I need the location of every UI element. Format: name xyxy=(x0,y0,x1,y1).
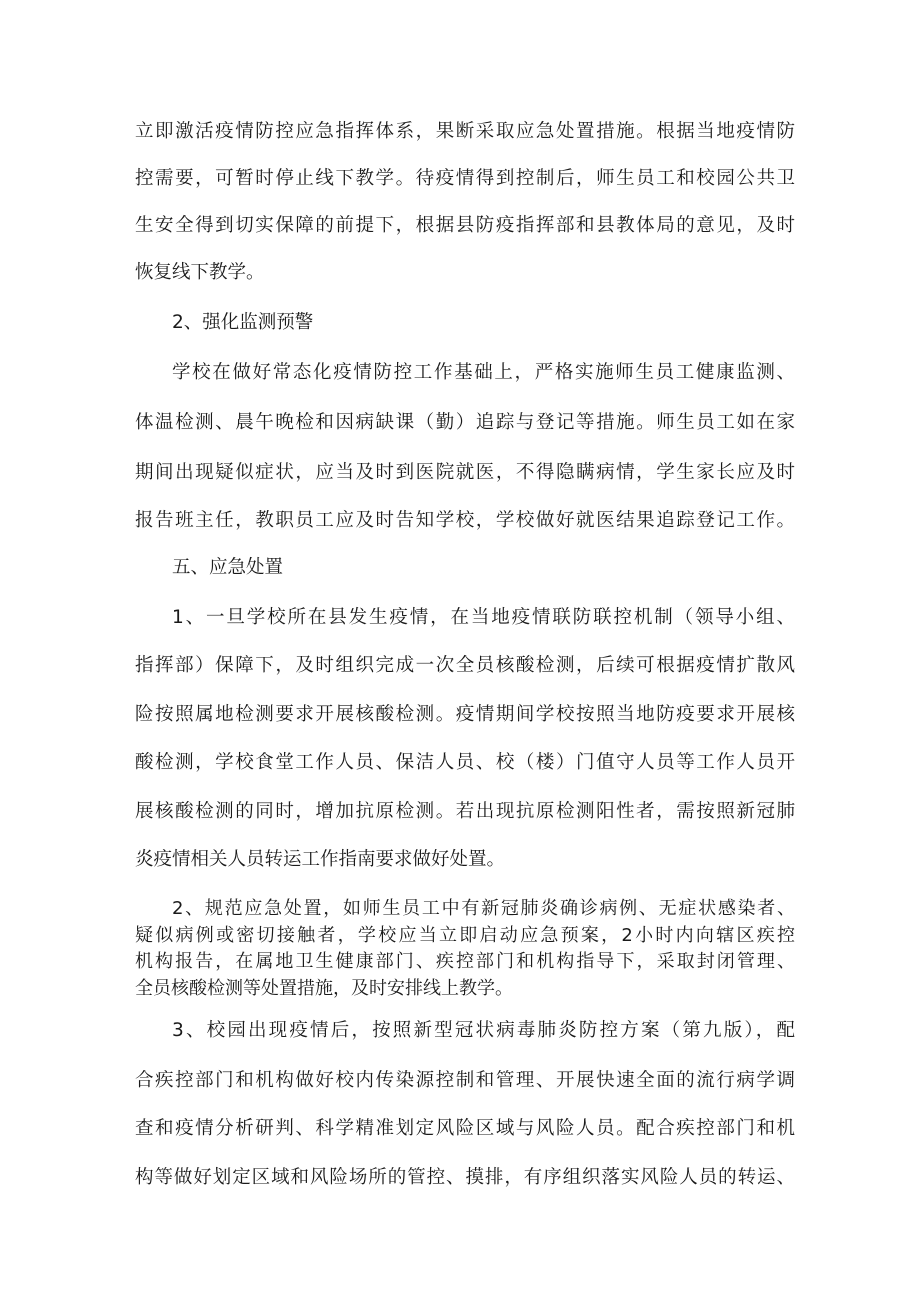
text-line: 控需要，可暂时停止线下教学。待疫情得到控制后，师生员工和校园公共卫 xyxy=(135,168,795,189)
text-line: 构等做好划定区域和风险场所的管控、摸排，有序组织落实风险人员的转运、 xyxy=(135,1167,795,1188)
text-line: 机构报告，在属地卫生健康部门、疾控部门和机构指导下，采取封闭管理、 xyxy=(135,951,795,972)
text-line: 学校在做好常态化疫情防控工作基础上，严格实施师生员工健康监测、 xyxy=(172,362,795,383)
text-line: 指挥部）保障下，及时组织完成一次全员核酸检测，后续可根据疫情扩散风 xyxy=(135,655,795,676)
text-line: 生安全得到切实保障的前提下，根据县防疫指挥部和县教体局的意见，及时 xyxy=(135,215,795,236)
text-line: 合疾控部门和机构做好校内传染源控制和管理、开展快速全面的流行病学调 xyxy=(135,1070,795,1091)
text-line: 体温检测、晨午晚检和因病缺课（勤）追踪与登记等措施。师生员工如在家 xyxy=(135,412,795,433)
text-line: 3、校园出现疫情后，按照新型冠状病毒肺炎防控方案（第九版），配 xyxy=(172,1020,795,1041)
text-line: 2、规范应急处置，如师生员工中有新冠肺炎确诊病例、无症状感染者、 xyxy=(172,898,795,919)
text-line: 恢复线下教学。 xyxy=(135,262,265,283)
text-line: 疑似病例或密切接触者，学校应当立即启动应急预案，2小时内向辖区疾控 xyxy=(135,925,795,946)
text-line: 全员核酸检测等处置措施，及时安排线上教学。 xyxy=(135,978,513,999)
text-line: 1、一旦学校所在县发生疫情，在当地疫情联防联控机制（领导小组、 xyxy=(172,607,795,628)
text-line: 立即激活疫情防控应急指挥体系，果断采取应急处置措施。根据当地疫情防 xyxy=(135,121,795,142)
text-line: 期间出现疑似症状，应当及时到医院就医，不得隐瞒病情，学生家长应及时 xyxy=(135,462,795,483)
text-line: 炎疫情相关人员转运工作指南要求做好处置。 xyxy=(135,849,506,870)
text-line: 险按照属地检测要求开展核酸检测。疫情期间学校按照当地防疫要求开展核 xyxy=(135,704,795,725)
text-line: 酸检测，学校食堂工作人员、保洁人员、校（楼）门值守人员等工作人员开 xyxy=(135,752,795,773)
section-heading: 五、应急处置 xyxy=(172,557,284,578)
text-line: 查和疫情分析研判、科学精准划定风险区域与风险人员。配合疾控部门和机 xyxy=(135,1118,795,1139)
text-line: 展核酸检测的同时，增加抗原检测。若出现抗原检测阳性者，需按照新冠肺 xyxy=(135,801,795,822)
text-line: 报告班主任，教职员工应及时告知学校，学校做好就医结果追踪登记工作。 xyxy=(135,510,795,531)
section-heading: 2、强化监测预警 xyxy=(172,312,314,333)
